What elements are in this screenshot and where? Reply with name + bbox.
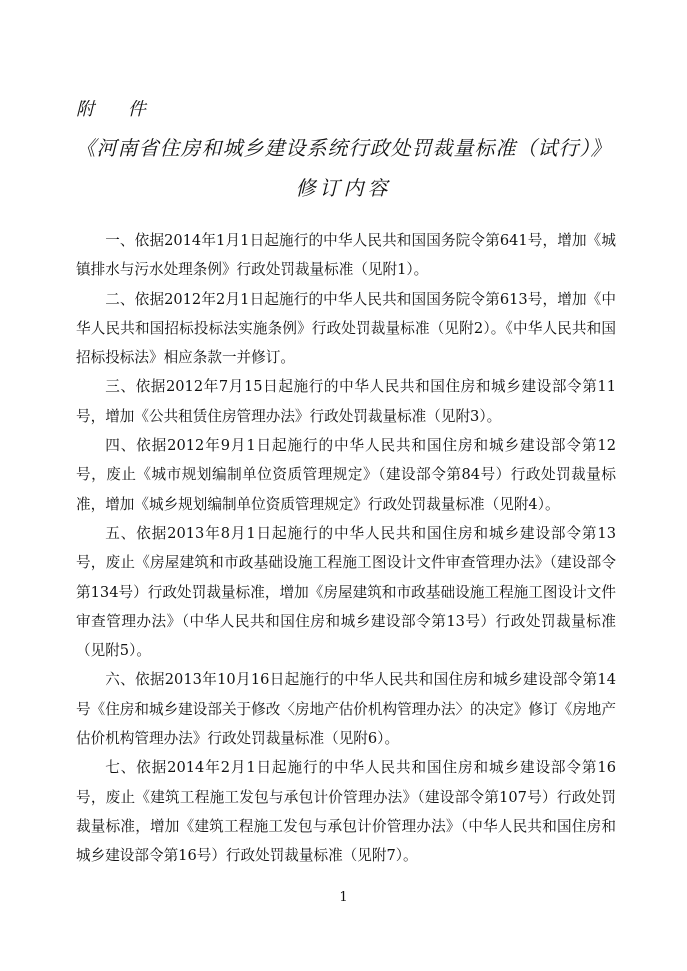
paragraph-1: 一、依据2014年1月1日起施行的中华人民共和国国务院令第641号，增加《城镇排水与污水处理条例》行政处罚裁量标准（见附1）。 — [76, 232, 616, 279]
paragraph-7: 七、依据2014年2月1日起施行的中华人民共和国住房和城乡建设部令第16号，废止《建筑工程施工发包与承包计价管理办法》（建设部令第107号）行政处罚裁量标准，增加《建筑工程施工发包与承包计价管理办法》（中华人民共和国住房和城乡建设部令第16号）行政处罚裁量标准（见附7）。 — [76, 759, 616, 865]
paragraph-5: 五、依据2013年8月1日起施行的中华人民共和国住房和城乡建设部令第13号，废止《房屋建筑和市政基础设施工程施工图设计文件审查管理办法》（建设部令第134号）行政处罚裁量标准，增加《房屋建筑和市政基础设施工程施工图设计文件审查管理办法》（中华人民共和国住房和城乡建设部令第13号）行政处罚裁量标准（见附5）。 — [76, 524, 616, 660]
attachment-label: 附 件 — [76, 99, 160, 120]
paragraph-6: 六、依据2013年10月16日起施行的中华人民共和国住房和城乡建设部令第14号《住房和城乡建设部关于修改〈房地产估价机构管理办法〉的决定》修订《房地产估价机构管理办法》行政处罚裁量标准（见附6）。 — [76, 671, 616, 748]
paragraph-4: 四、依据2012年9月1日起施行的中华人民共和国住房和城乡建设部令第12号，废止《城市规划编制单位资质管理规定》（建设部令第84号）行政处罚裁量标准，增加《城乡规划编制单位资质管理规定》行政处罚裁量标准（见附4）。 — [76, 437, 616, 513]
document-subtitle: 修订内容 — [295, 176, 392, 200]
document-body — [76, 226, 616, 871]
paragraph-2: 二、依据2012年2月1日起施行的中华人民共和国国务院令第613号，增加《中华人民共和国招标投标法实施条例》行政处罚裁量标准（见附2）。《中华人民共和国招标投标法》相应条款一并修订。 — [76, 290, 616, 367]
document-title: 《河南省住房和城乡建设系统行政处罚裁量标准（试行）》 — [75, 136, 612, 160]
paragraph-3: 三、依据2012年7月15日起施行的中华人民共和国住房和城乡建设部令第11号，增加《公共租赁住房管理办法》行政处罚裁量标准（见附3）。 — [76, 378, 616, 425]
page-number: 1 — [339, 890, 348, 905]
